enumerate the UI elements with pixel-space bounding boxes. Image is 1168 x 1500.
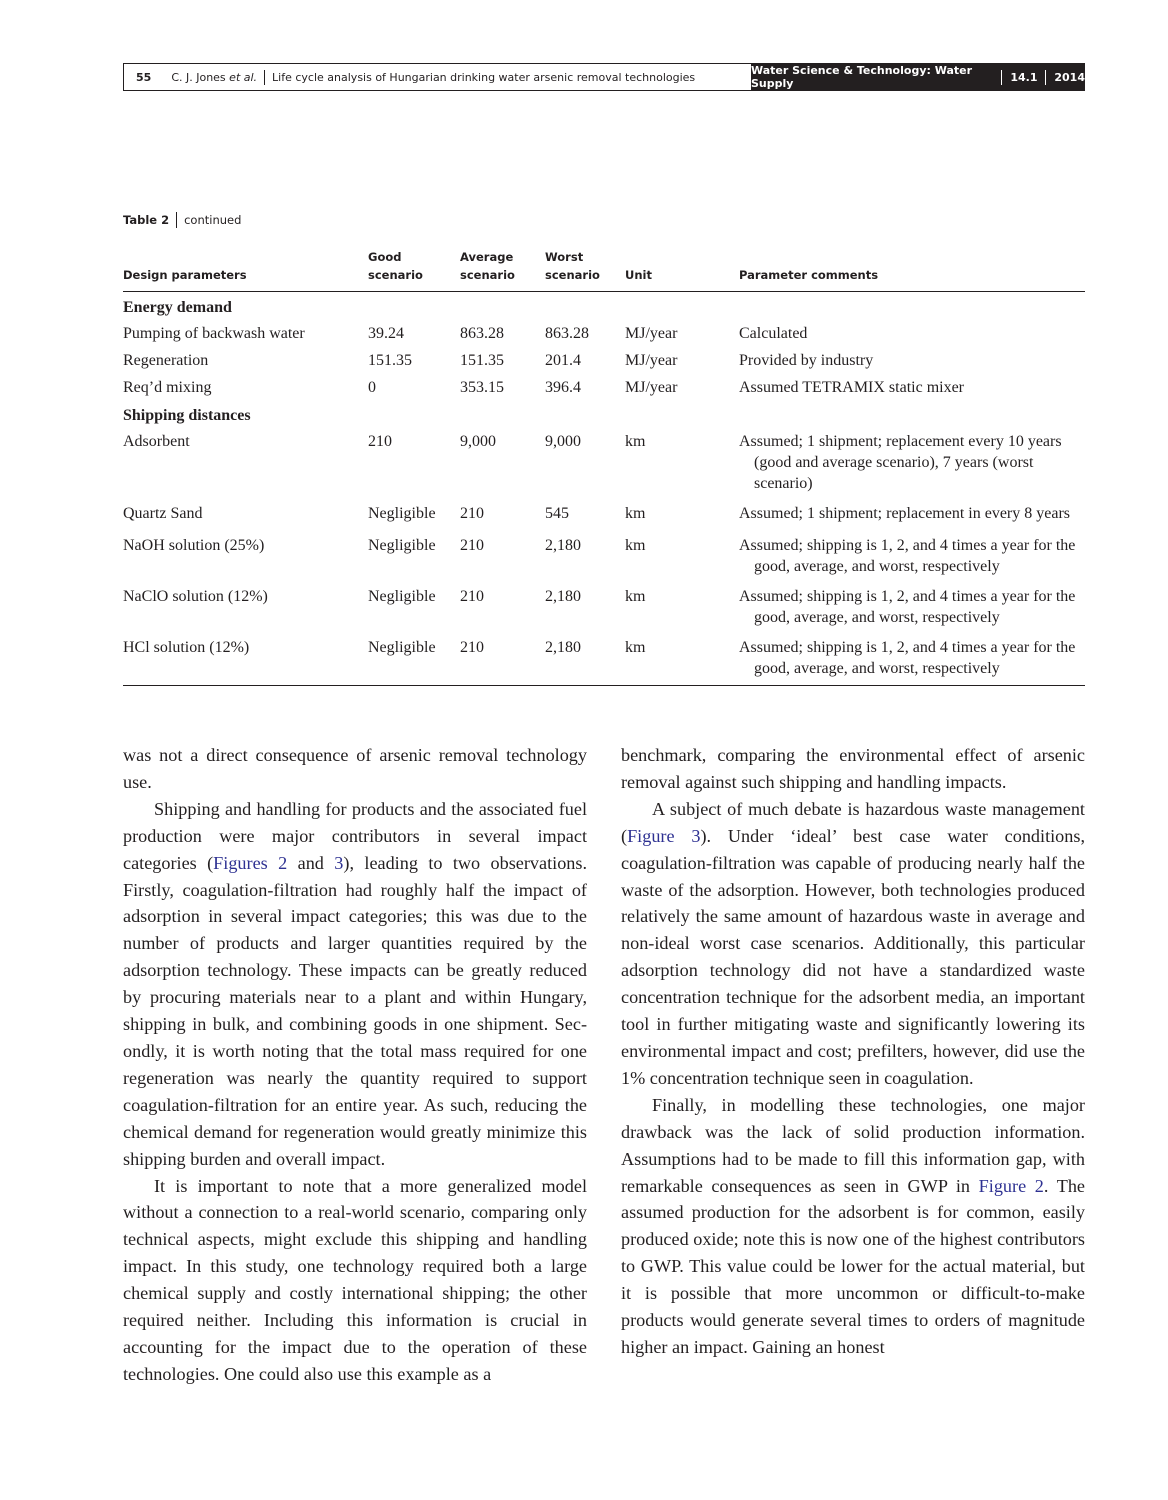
cell-worst: 545	[545, 505, 569, 522]
cell-average: 151.35	[460, 352, 504, 369]
figure-3-link[interactable]: 3	[334, 852, 344, 873]
cell-param: Adsorbent	[123, 433, 190, 450]
cell-unit: MJ/year	[625, 379, 678, 396]
table-row	[123, 633, 1085, 686]
cell-param: Regeneration	[123, 352, 209, 369]
cell-comment: Calculated	[739, 325, 808, 342]
section-row-shipping-distances	[123, 400, 1085, 427]
cell-average: 210	[460, 537, 484, 554]
cell-unit: MJ/year	[625, 325, 678, 342]
header-divider	[1045, 70, 1046, 85]
header-design-parameters: Design parameters	[123, 248, 368, 292]
section-title: Energy demand	[123, 299, 232, 316]
year: 2014	[1054, 70, 1085, 84]
table-row	[123, 499, 1085, 531]
header-average-scenario: Average scenario	[460, 248, 545, 292]
cell-unit: km	[625, 588, 646, 605]
section-title: Shipping distances	[123, 407, 251, 424]
cell-average: 863.28	[460, 325, 504, 342]
body-column-right	[621, 742, 1085, 1361]
page-number: 55	[136, 70, 152, 84]
cell-param: Req’d mixing	[123, 379, 212, 396]
cell-unit: km	[625, 537, 646, 554]
body-column-left	[123, 742, 587, 1388]
header-unit: Unit	[625, 248, 739, 292]
cell-good: Negligible	[368, 633, 460, 686]
cell-worst: 2,180	[545, 537, 581, 554]
cell-comment: Assumed; shipping is 1, 2, and 4 times a year for the good, average, and worst, respectively	[739, 633, 1085, 686]
cell-worst: 9,000	[545, 433, 581, 450]
section-row-energy-demand	[123, 292, 1085, 320]
caption-divider	[176, 212, 177, 228]
cell-unit: MJ/year	[625, 352, 678, 369]
figure-2-link[interactable]: Figures 2	[213, 852, 288, 873]
cell-param: NaOH solution (25%)	[123, 537, 265, 554]
table-row	[123, 582, 1085, 633]
cell-comment: Assumed; shipping is 1, 2, and 4 times a year for the good, average, and worst, respectively	[739, 588, 1076, 626]
header-good-scenario: Good scenario	[368, 248, 460, 292]
cell-good: Negligible	[368, 537, 436, 554]
header-parameter-comments: Parameter comments	[739, 248, 1085, 292]
running-header-left	[123, 63, 751, 91]
paragraph: was not a direct consequence of arsenic removal technology use.	[123, 745, 587, 792]
figure-2-link[interactable]: Figure 2	[978, 1175, 1044, 1196]
running-header	[123, 63, 1085, 91]
volume: 14.1	[1010, 70, 1038, 84]
journal-name: Water Science & Technology: Water Supply	[751, 64, 973, 90]
table-row	[123, 531, 1085, 582]
paragraph: It is important to note that a more generalized model without a connection to a real-world scenario, comparing only technical aspects, might exclude this shipping and handling impact. In this study, one technology required both a large chemical supply and costly international shipping; the other required neither. Including this information is crucial in accounting for the impact due to the operation of these technologies. One could also use this example as a	[123, 1175, 587, 1384]
table-row	[123, 319, 1085, 346]
journal-band	[751, 63, 1085, 91]
cell-comment: Provided by industry	[739, 352, 874, 369]
table-row	[123, 427, 1085, 499]
article-title: Life cycle analysis of Hungarian drinking water arsenic removal technologies	[272, 70, 696, 84]
cell-good: 39.24	[368, 325, 404, 342]
table-label: Table 2	[123, 213, 170, 227]
paragraph: Finally, in modelling these technologies, one major drawback was the lack of solid production information. Assumptions had to be made to fill this information gap, with remarkable consequences as seen in GWP in Figure 2. The assumed production for the adsorbent is for common, easily produced oxide; note this is now one of the highest contributors to GWP. This value could be lower for the actual material, but it is possible that more uncommon or difficult-to-make products would generate several times to orders of magnitude higher an impact. Gaining an honest	[621, 1094, 1085, 1357]
figure-3-link[interactable]: Figure 3	[627, 825, 701, 846]
paragraph: Shipping and handling for products and the associated fuel production were major contributors in several impact categories (Figures 2 and 3), leading to two observations. Firstly, coagulation-filtration had roughly half the impact of adsorption in several impact categories; this was due to the number of products and larger quantities required by the adsorption technology. These impacts can be greatly reduced by procuring materials near to a plant and within Hungary, shipping in bulk, and combining goods in one shipment. Secondly, it is worth noting that the total mass required for one regeneration was nearly the quantity required to support coagulation-filtration for an entire year. As such, reducing the chemical demand for regeneration would greatly minimize this shipping burden and overall impact.	[123, 798, 588, 1169]
cell-comment: Assumed; shipping is 1, 2, and 4 times a year for the good, average, and worst, respectively	[739, 537, 1076, 575]
paragraph: A subject of much debate is hazardous waste management (Figure 3). Under ‘ideal’ best case water conditions, coagulation-filtration was capable of producing nearly half the waste of the adsorption. However, both technologies produced relatively the same amount of hazardous waste in average and non-ideal worst case scenarios. Additionally, this particular adsorption technology did not have a standardized waste concentration technique for the adsorbent media, an important tool in further mitigating waste and significantly lowering its environmental impact and cost; prefilters, however, did use the 1% concentration technique seen in coagulation.	[621, 798, 1085, 1088]
cell-comment: Assumed; 1 shipment; replacement in every 8 years	[739, 505, 1071, 522]
cell-good: 151.35	[368, 352, 412, 369]
design-parameters-table	[123, 248, 1085, 686]
table-caption-note: continued	[184, 213, 242, 227]
et-al: et al.	[229, 70, 258, 84]
table-header-row	[123, 248, 1085, 292]
header-divider	[264, 70, 265, 85]
table-row	[123, 373, 1085, 400]
cell-comment: Assumed TETRAMIX static mixer	[739, 379, 965, 396]
cell-worst: 396.4	[545, 379, 581, 396]
cell-good: 0	[368, 379, 376, 396]
authors: C. J. Jones et al.	[171, 70, 258, 84]
cell-worst: 2,180	[545, 588, 581, 605]
cell-good: Negligible	[368, 505, 436, 522]
cell-average: 210	[460, 505, 484, 522]
paragraph: benchmark, comparing the environmental effect of arsenic removal against such shipping and handling impacts.	[621, 745, 1085, 792]
header-divider	[1001, 70, 1002, 85]
cell-param: NaClO solution (12%)	[123, 588, 268, 605]
table-caption	[123, 212, 241, 228]
cell-worst: 2,180	[545, 633, 625, 686]
header-worst-scenario: Worst scenario	[545, 248, 625, 292]
cell-average: 210	[460, 633, 545, 686]
cell-good: 210	[368, 433, 392, 450]
cell-param: HCl solution (12%)	[123, 633, 368, 686]
cell-param: Quartz Sand	[123, 505, 203, 522]
cell-average: 210	[460, 588, 484, 605]
cell-comment: Assumed; 1 shipment; replacement every 10 years (good and average scenario), 7 years (worst scenario)	[739, 433, 1062, 492]
cell-good: Negligible	[368, 588, 436, 605]
cell-unit: km	[625, 505, 646, 522]
cell-unit: km	[625, 633, 739, 686]
cell-unit: km	[625, 433, 646, 450]
cell-average: 9,000	[460, 433, 496, 450]
cell-worst: 201.4	[545, 352, 581, 369]
cell-worst: 863.28	[545, 325, 589, 342]
cell-param: Pumping of backwash water	[123, 325, 305, 342]
cell-average: 353.15	[460, 379, 504, 396]
table-row	[123, 346, 1085, 373]
